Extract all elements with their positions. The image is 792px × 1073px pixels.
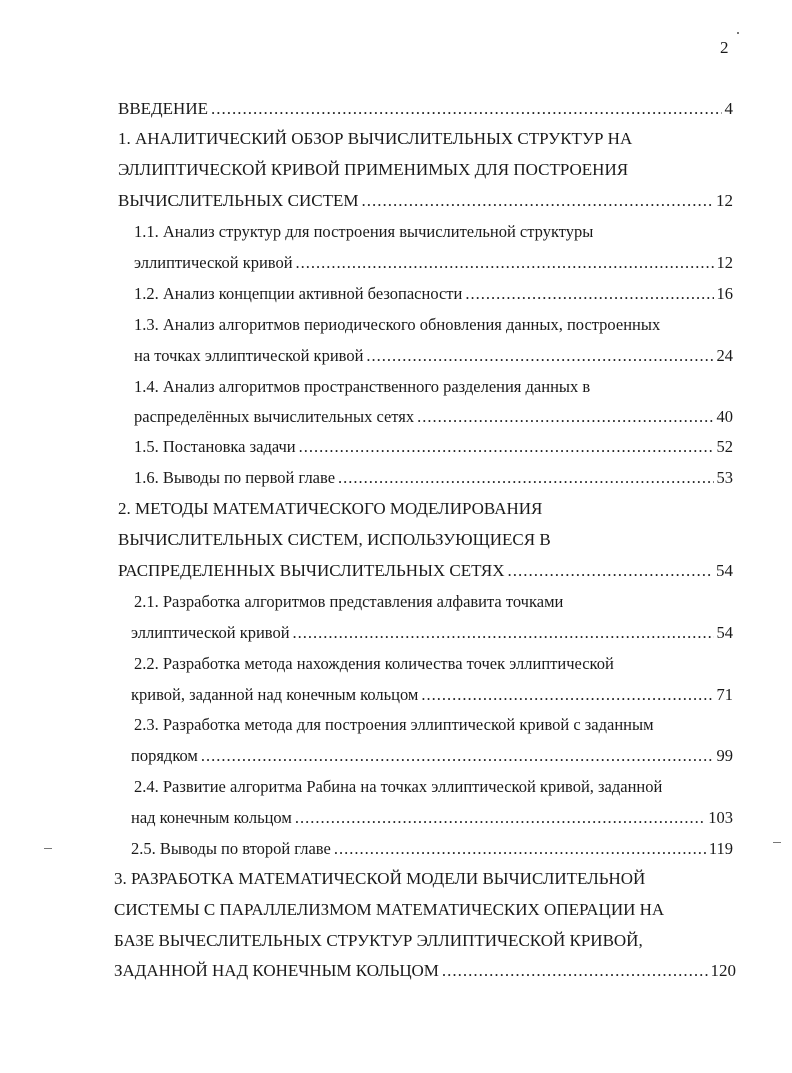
dot-leader [334,834,706,864]
toc-entry-1-6[interactable] [134,463,733,493]
toc-entry-text: 1.1. Анализ структур для построения вычислительной структуры [134,222,594,241]
toc-entry-introduction[interactable] [118,94,733,124]
toc-entry-1-3-line-1[interactable] [134,310,660,340]
toc-entry-2-4-line-1[interactable] [134,772,662,802]
toc-entry-chapter-2-line-2[interactable] [118,525,551,555]
toc-entry-1-4-line-1[interactable] [134,372,590,402]
toc-entry-chapter-3-line-1[interactable] [114,864,645,894]
toc-entry-text: 1.3. Анализ алгоритмов периодического обновления данных, построенных [134,315,661,334]
toc-entry-page: 54 [716,623,733,642]
toc-entry-page: 4 [724,99,733,118]
toc-entry-text: распределённых вычислительных сетях [134,407,415,426]
toc-entry-text: 1. АНАЛИТИЧЕСКИЙ ОБЗОР ВЫЧИСЛИТЕЛЬНЫХ СТРУКТУР НА [118,129,633,148]
toc-entry-text: 1.4. Анализ алгоритмов пространственного разделения данных в [134,377,591,396]
dot-leader [293,618,714,648]
toc-entry-page: 12 [716,253,733,272]
toc-entry-page: 40 [716,407,733,426]
toc-entry-2-4-line-2[interactable] [131,803,733,833]
toc-entry-2-3-line-1[interactable] [134,710,654,740]
toc-entry-text: ВВЕДЕНИЕ [118,99,208,118]
toc-entry-page: 120 [710,961,736,980]
toc-entry-text: СИСТЕМЫ С ПАРАЛЛЕЛИЗМОМ МАТЕМАТИЧЕСКИХ ОПЕРАЦИИ НА [114,900,665,919]
toc-entry-text: 2.3. Разработка метода для построения эллиптической кривой с заданным [134,715,654,734]
scan-mark [44,848,52,849]
toc-entry-page: 119 [708,839,733,858]
toc-entry-1-3-line-2[interactable] [134,341,733,371]
dot-leader [201,741,714,771]
toc-entry-chapter-2-line-3[interactable] [118,556,733,586]
toc-entry-chapter-1-line-2[interactable] [118,155,628,185]
toc-entry-1-5[interactable] [134,432,733,462]
scan-mark [737,32,739,34]
toc-entry-page: 12 [716,191,733,210]
toc-entry-text: РАСПРЕДЕЛЕННЫХ ВЫЧИСЛИТЕЛЬНЫХ СЕТЯХ [118,561,505,580]
toc-entry-text: эллиптической кривой [131,623,290,642]
toc-entry-page: 53 [716,468,733,487]
toc-entry-text: 2.5. Выводы по второй главе [131,839,331,858]
scan-mark [773,842,781,843]
toc-entry-1-1-line-2[interactable] [134,248,733,278]
toc-entry-text: ЭЛЛИПТИЧЕСКОЙ КРИВОЙ ПРИМЕНИМЫХ ДЛЯ ПОСТРОЕНИЯ [118,160,629,179]
toc-entry-text: 1.5. Постановка задачи [134,437,296,456]
toc-entry-text: 2.2. Разработка метода нахождения количества точек эллиптической [134,654,614,673]
toc-entry-chapter-1-line-1[interactable] [118,124,632,154]
page-number: 2 [720,38,729,57]
toc-entry-chapter-3-line-3[interactable] [114,926,643,956]
toc-entry-text: ВЫЧИСЛИТЕЛЬНЫХ СИСТЕМ [118,191,359,210]
toc-entry-text: 1.2. Анализ концепции активной безопасности [134,284,463,303]
toc-entry-2-1-line-1[interactable] [134,587,563,617]
dot-leader [465,279,713,309]
dot-leader [508,556,714,586]
toc-entry-text: кривой, заданной над конечным кольцом [131,685,419,704]
toc-entry-text: ЗАДАННОЙ НАД КОНЕЧНЫМ КОЛЬЦОМ [114,961,439,980]
toc-entry-page: 52 [716,437,733,456]
toc-entry-text: 2.4. Развитие алгоритма Рабина на точках эллиптической кривой, заданной [134,777,663,796]
toc-entry-1-1-line-1[interactable] [134,217,593,247]
toc-entry-page: 99 [716,746,733,765]
toc-entry-chapter-1-line-3[interactable] [118,186,733,216]
toc-entry-chapter-2-line-1[interactable] [118,494,542,524]
toc-entry-2-2-line-2[interactable] [131,680,733,710]
dot-leader [366,341,713,371]
toc-entry-text: над конечным кольцом [131,808,292,827]
toc-entry-text: БАЗЕ ВЫЧЕСЛИТЕЛЬНЫХ СТРУКТУР ЭЛЛИПТИЧЕСКОЙ КРИВОЙ, [114,931,643,950]
toc-entry-2-3-line-2[interactable] [131,741,733,771]
toc-entry-1-4-line-2[interactable] [134,402,733,432]
toc-entry-page: 24 [716,346,733,365]
dot-leader [362,186,713,216]
dot-leader [338,463,713,493]
toc-entry-2-2-line-1[interactable] [134,649,614,679]
dot-leader [211,94,722,124]
dot-leader [296,248,714,278]
toc-entry-chapter-3-line-4[interactable] [114,956,736,986]
dot-leader [295,803,705,833]
dot-leader [417,402,713,432]
toc-entry-page: 71 [716,685,733,704]
dot-leader [442,956,708,986]
toc-entry-page: 103 [708,808,733,827]
toc-entry-text: 1.6. Выводы по первой главе [134,468,336,487]
toc-entry-page: 16 [716,284,733,303]
toc-entry-text: порядком [131,746,198,765]
toc-entry-text: 2. МЕТОДЫ МАТЕМАТИЧЕСКОГО МОДЕЛИРОВАНИЯ [118,499,543,518]
dot-leader [421,680,713,710]
toc-entry-2-5[interactable] [131,834,733,864]
toc-entry-text: на точках эллиптической кривой [134,346,364,365]
toc-entry-page: 54 [716,561,733,580]
toc-entry-text: эллиптической кривой [134,253,293,272]
toc-entry-text: 2.1. Разработка алгоритмов представления алфавита точками [134,592,564,611]
dot-leader [299,432,714,462]
toc-entry-text: ВЫЧИСЛИТЕЛЬНЫХ СИСТЕМ, ИСПОЛЬЗУЮЩИЕСЯ В [118,530,551,549]
toc-entry-text: 3. РАЗРАБОТКА МАТЕМАТИЧЕСКОЙ МОДЕЛИ ВЫЧИСЛИТЕЛЬНОЙ [114,869,646,888]
toc-entry-1-2[interactable] [134,279,733,309]
toc-entry-chapter-3-line-2[interactable] [114,895,664,925]
toc-entry-2-1-line-2[interactable] [131,618,733,648]
